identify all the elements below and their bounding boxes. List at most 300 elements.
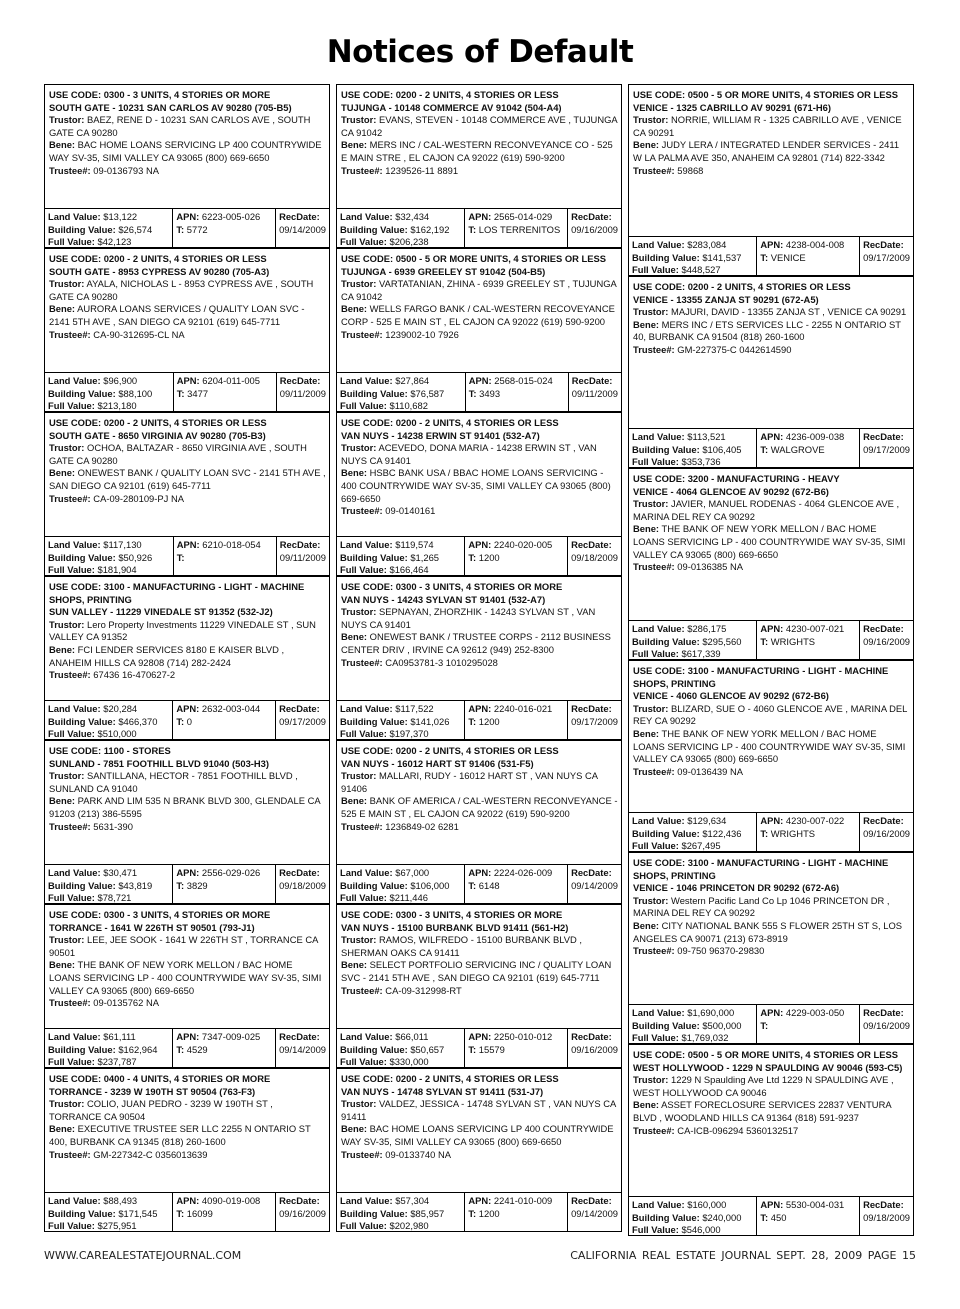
- tract-value: VENICE: [770, 251, 806, 263]
- use-code: [633, 473, 910, 486]
- tract-label: T:: [176, 879, 185, 891]
- full-value: [48, 892, 169, 905]
- land-value-label: Land Value:: [632, 239, 685, 250]
- use-code: [341, 581, 618, 594]
- tract-value: 450: [770, 1211, 787, 1223]
- notice-card: [336, 248, 622, 412]
- trustee-line-value: 09-0135762 NA: [93, 997, 159, 1009]
- building-value: [632, 1212, 753, 1225]
- tract: [760, 444, 856, 457]
- property-address-value: VENICE - 13355 ZANJA ST 90291 (672-A5): [633, 293, 819, 305]
- property-address: [49, 922, 326, 935]
- building-value-value: $43,819: [118, 879, 153, 891]
- building-value: [340, 388, 462, 401]
- property-address-value: TUJUNGA - 10148 COMMERCE AV 91042 (504-A4): [341, 101, 562, 113]
- bene-line-label: Bene:: [633, 1099, 660, 1111]
- notice-card: [336, 1068, 622, 1232]
- land-value-value: $30,471: [103, 867, 138, 878]
- use-code-value: USE CODE: 0200 - 2 UNITS, 4 STORIES OR LESS: [341, 745, 559, 756]
- apn-label: APN:: [760, 1199, 784, 1210]
- property-address: [341, 1086, 618, 1099]
- trustor-line-value: OCHOA, BALTAZAR - 8650 VIRGINIA AVE , SOUTH GATE CA 90280: [49, 442, 307, 466]
- use-code-value: USE CODE: 0500 - 5 OR MORE UNITS, 4 STORIES OR LESS: [341, 253, 606, 264]
- building-value: [48, 552, 170, 565]
- value-table: [337, 1192, 621, 1232]
- recdate-value: 09/16/2009: [571, 1043, 618, 1055]
- land-value-value: $32,434: [395, 211, 430, 222]
- property-address-value: TUJUNGA - 6939 GREELEY ST 91042 (504-B5): [341, 265, 546, 277]
- apn-value: 2224-026-009: [493, 867, 553, 878]
- recdate-value: 09/18/2009: [863, 1211, 910, 1223]
- use-code: [49, 417, 326, 430]
- apn: [760, 1007, 856, 1020]
- trustee-line-label: Trustee#:: [49, 820, 91, 832]
- recdate-cell: [277, 537, 329, 575]
- use-code-value: USE CODE: 0300 - 3 UNITS, 4 STORIES OR MORE: [49, 89, 271, 100]
- bene-line-label: Bene:: [49, 959, 76, 971]
- building-value: [48, 880, 169, 893]
- property-address-value: VENICE - 4064 GLENCOE AV 90292 (672-B6): [633, 485, 829, 497]
- apn-label: APN:: [176, 375, 200, 386]
- trustor-line: [49, 442, 326, 467]
- tract-value: 5772: [186, 223, 208, 235]
- apn-label: APN:: [176, 703, 200, 714]
- building-value-value: $141,537: [702, 251, 742, 263]
- trustor-line: [341, 934, 618, 959]
- full-value: [340, 236, 461, 249]
- building-value-value: $26,574: [118, 223, 153, 235]
- full-value: [340, 892, 461, 905]
- building-value-label: Building Value:: [632, 827, 700, 839]
- notice-card: [628, 84, 914, 276]
- property-address: [633, 690, 910, 703]
- bene-line: [341, 1123, 618, 1148]
- tract-value: WALGROVE: [770, 443, 825, 455]
- full-value-value: $237,787: [97, 1056, 137, 1068]
- full-value-label: Full Value:: [48, 236, 95, 248]
- tract-label: T:: [468, 223, 477, 235]
- land-value: [632, 431, 753, 444]
- trustor-line: [49, 770, 326, 795]
- notices-column-3: [628, 84, 914, 1236]
- values-cell: [337, 209, 465, 247]
- full-value-value: $546,000: [681, 1224, 721, 1236]
- apn-label: APN:: [760, 623, 784, 634]
- building-value-value: $76,587: [410, 387, 445, 399]
- full-value-label: Full Value:: [48, 400, 95, 412]
- bene-line-value: EXECUTIVE TRUSTEE SER LLC 2255 N ONTARIO ST 400, BURBANK CA 91345 (818) 260-1600: [49, 1123, 311, 1147]
- full-value: [48, 1220, 169, 1233]
- tract-value: 1200: [478, 1207, 500, 1219]
- bene-line-value: MERS INC / CAL-WESTERN RECONVEYANCE CO - 525 E MAIN STRE , EL CAJON CA 92022 (619) 590-9200: [341, 139, 613, 163]
- trustee-line-label: Trustee#:: [341, 328, 383, 340]
- recdate-cell: [568, 1029, 621, 1067]
- trustee-line-label: Trustee#:: [49, 492, 91, 504]
- full-value-label: Full Value:: [340, 564, 387, 576]
- use-code-value: USE CODE: 0300 - 3 UNITS, 4 STORIES OR MORE: [341, 909, 563, 920]
- tract-label: T:: [468, 1207, 477, 1219]
- land-value: [48, 1195, 169, 1208]
- notice-card: [44, 84, 330, 248]
- trustor-line-value: NORRIE, WILLIAM R - 1325 CABRILLO AVE , VENICE CA 90291: [633, 114, 902, 138]
- notice-card: [44, 412, 330, 576]
- trustor-line-value: COLIO, JUAN PEDRO - 3239 W 190TH ST , TORRANCE CA 90504: [49, 1098, 273, 1122]
- full-value-value: $353,736: [681, 456, 721, 468]
- trustee-line: [633, 1125, 910, 1138]
- full-value-value: $206,238: [389, 236, 429, 248]
- trustee-line-value: CA-09-312998-RT: [385, 984, 462, 996]
- building-value: [48, 716, 169, 729]
- recdate-value: 09/14/2009: [279, 1043, 326, 1055]
- use-code: [633, 1049, 910, 1062]
- apn-cell: [173, 701, 276, 739]
- trustor-line-label: Trustor:: [49, 618, 85, 630]
- land-value-label: Land Value:: [340, 1195, 393, 1206]
- land-value-value: $88,493: [103, 1195, 138, 1206]
- full-value-label: Full Value:: [48, 728, 95, 740]
- use-code-value: USE CODE: 3100 - MANUFACTURING - LIGHT - MACHINE SHOPS, PRINTING: [633, 857, 889, 881]
- recdate-cell: [568, 701, 621, 739]
- trustor-line: [633, 306, 910, 319]
- land-value-value: $13,122: [103, 211, 138, 222]
- trustee-line-label: Trustee#:: [341, 984, 383, 996]
- apn-cell: [465, 1193, 568, 1231]
- full-value: [48, 236, 169, 249]
- building-value: [340, 716, 461, 729]
- trustee-line-label: Trustee#:: [49, 997, 91, 1009]
- apn: [176, 867, 272, 880]
- full-value-value: $166,464: [389, 564, 429, 576]
- notice-body: [45, 249, 329, 372]
- trustee-line: [49, 997, 326, 1010]
- building-value-label: Building Value:: [340, 715, 408, 727]
- building-value-label: Building Value:: [340, 551, 408, 563]
- recdate-label: RecDate:: [571, 539, 612, 550]
- property-address: [633, 294, 910, 307]
- bene-line-value: BAC HOME LOANS SERVICING LP 400 COUNTRYWIDE WAY SV-35, SIMI VALLEY CA 93065 (800) 669-6650: [341, 1123, 614, 1147]
- trustor-line-value: EVANS, STEVEN - 10148 COMMERCE AVE , TUJUNGA CA 91042: [341, 114, 618, 138]
- building-value-value: $162,964: [118, 1043, 158, 1055]
- trustee-line-value: CA-09-280109-PJ NA: [93, 492, 184, 504]
- land-value: [340, 539, 461, 552]
- values-cell: [629, 813, 757, 851]
- notices-column-2: [336, 84, 622, 1232]
- tract-label: T:: [176, 1043, 185, 1055]
- bene-line-label: Bene:: [49, 1123, 76, 1135]
- land-value: [632, 623, 753, 636]
- trustor-line-label: Trustor:: [49, 442, 85, 454]
- bene-line: [49, 139, 326, 164]
- bene-line-label: Bene:: [49, 795, 76, 807]
- trustee-line-label: Trustee#:: [633, 164, 675, 176]
- recdate-value: 09/16/2009: [863, 827, 910, 839]
- apn-cell: [173, 1193, 276, 1231]
- notice-card: [44, 904, 330, 1068]
- tract: [176, 224, 272, 237]
- land-value: [632, 1199, 753, 1212]
- apn-label: APN:: [468, 211, 492, 222]
- bene-line-label: Bene:: [341, 795, 368, 807]
- trustee-line-label: Trustee#:: [49, 1148, 91, 1160]
- bene-line: [633, 523, 910, 561]
- land-value: [48, 375, 170, 388]
- property-address-value: VAN NUYS - 15100 BURBANK BLVD 91411 (561-H2): [341, 921, 569, 933]
- building-value-label: Building Value:: [632, 251, 700, 263]
- recdate-label: RecDate:: [863, 1007, 904, 1018]
- trustor-line: [49, 1098, 326, 1123]
- property-address: [341, 102, 618, 115]
- trustor-line: [49, 619, 326, 644]
- value-table: [45, 1192, 329, 1232]
- use-code: [633, 89, 910, 102]
- apn: [468, 1195, 564, 1208]
- full-value-label: Full Value:: [632, 648, 679, 660]
- land-value-label: Land Value:: [340, 703, 393, 714]
- full-value-label: Full Value:: [340, 1220, 387, 1232]
- building-value-label: Building Value:: [48, 1207, 116, 1219]
- apn-value: 6223-005-026: [201, 211, 261, 222]
- bene-line-value: BANK OF AMERICA / CAL-WESTERN RECONVEYANCE - 525 E MAIN ST , EL CAJON CA 92022 (619) 590-9200: [341, 795, 618, 819]
- apn: [760, 815, 856, 828]
- use-code: [341, 909, 618, 922]
- recdate-label: RecDate:: [279, 703, 320, 714]
- building-value: [340, 880, 461, 893]
- trustee-line: [633, 165, 910, 178]
- recdate-cell: [860, 429, 913, 467]
- trustee-line: [633, 561, 910, 574]
- recdate-cell: [860, 621, 913, 659]
- full-value: [340, 1056, 461, 1069]
- land-value: [48, 1031, 169, 1044]
- values-cell: [45, 537, 174, 575]
- land-value-value: $96,900: [103, 375, 138, 386]
- use-code: [49, 745, 326, 758]
- property-address: [633, 486, 910, 499]
- building-value: [632, 252, 753, 265]
- land-value-value: $117,130: [103, 539, 142, 550]
- apn-label: APN:: [176, 1031, 200, 1042]
- land-value-label: Land Value:: [632, 431, 685, 442]
- use-code-value: USE CODE: 0400 - 4 UNITS, 4 STORIES OR MORE: [49, 1073, 271, 1084]
- tract: [760, 252, 856, 265]
- tract-label: T:: [176, 223, 185, 235]
- land-value-label: Land Value:: [340, 867, 393, 878]
- values-cell: [337, 701, 465, 739]
- trustor-line: [341, 114, 618, 139]
- trustor-line-value: VARTATANIAN, ZHINA - 6939 GREELEY ST , TUJUNGA CA 91042: [341, 278, 617, 302]
- full-value-value: $211,446: [389, 892, 428, 904]
- full-value-value: $267,495: [681, 840, 721, 852]
- apn: [760, 431, 856, 444]
- trustee-line-value: 1239002-10 7926: [385, 328, 459, 340]
- property-address-value: VAN NUYS - 14748 SYLVAN ST 91411 (531-J7): [341, 1085, 544, 1097]
- bene-line-label: Bene:: [633, 919, 660, 931]
- trustor-line-label: Trustor:: [341, 114, 377, 126]
- building-value-label: Building Value:: [632, 443, 700, 455]
- full-value-value: $197,370: [389, 728, 429, 740]
- notice-card: [44, 248, 330, 412]
- recdate-label: RecDate:: [279, 867, 320, 878]
- trustor-line-label: Trustor:: [633, 114, 669, 126]
- bene-line-value: AURORA LOANS SERVICES / QUALITY LOAN SVC - 2141 5TH AVE , SAN DIEGO CA 92101 (619) 645-7711: [49, 303, 305, 327]
- notices-column-1: [44, 84, 330, 1232]
- bene-line: [633, 728, 910, 766]
- building-value-value: $171,545: [118, 1207, 158, 1219]
- recdate-cell: [860, 813, 913, 851]
- use-code-value: USE CODE: 1100 - STORES: [49, 745, 171, 756]
- apn-cell: [465, 537, 568, 575]
- apn-value: 2565-014-029: [493, 211, 553, 222]
- apn-value: 4230-007-021: [785, 623, 845, 634]
- property-address: [633, 1062, 910, 1075]
- apn-cell: [757, 1197, 860, 1235]
- trustee-line: [633, 344, 910, 357]
- apn-label: APN:: [760, 1007, 784, 1018]
- full-value-label: Full Value:: [632, 840, 679, 852]
- apn-cell: [173, 865, 276, 903]
- recdate-label: RecDate:: [863, 815, 904, 826]
- full-value-label: Full Value:: [632, 264, 679, 276]
- property-address-value: SUNLAND - 7851 FOOTHILL BLVD 91040 (503-H3): [49, 757, 270, 769]
- trustee-line: [341, 657, 618, 670]
- land-value-value: $27,864: [395, 375, 430, 386]
- apn-value: 6210-018-054: [202, 539, 261, 550]
- tract-value: 1200: [478, 551, 500, 563]
- values-cell: [629, 1197, 757, 1235]
- land-value-label: Land Value:: [340, 375, 393, 386]
- land-value: [340, 1031, 461, 1044]
- value-table: [45, 700, 329, 740]
- full-value: [632, 264, 753, 277]
- recdate-cell: [276, 209, 329, 247]
- value-table: [629, 236, 913, 276]
- apn-cell: [465, 701, 568, 739]
- apn-label: APN:: [468, 1031, 492, 1042]
- trustor-line-value: LEE, JEE SOOK - 1641 W 226TH ST , TORRANCE CA 90501: [49, 934, 318, 958]
- values-cell: [45, 209, 173, 247]
- building-value: [340, 224, 461, 237]
- notice-card: [44, 576, 330, 740]
- tract: [760, 636, 856, 649]
- building-value-value: $50,657: [410, 1043, 445, 1055]
- apn: [468, 867, 564, 880]
- tract-label: T:: [760, 251, 769, 263]
- building-value-label: Building Value:: [48, 879, 116, 891]
- trustor-line: [341, 1098, 618, 1123]
- full-value-label: Full Value:: [340, 728, 387, 740]
- value-table: [45, 1028, 329, 1068]
- bene-line-value: PARK AND LIM 535 N BRANK BLVD 300, GLENDALE CA 91203 (213) 386-5595: [49, 795, 321, 819]
- property-address-value: WEST HOLLYWOOD - 1229 N SPAULDING AV 90046 (593-C5): [633, 1061, 903, 1073]
- trustee-line-label: Trustee#:: [633, 1124, 675, 1136]
- land-value-label: Land Value:: [48, 211, 101, 222]
- trustee-line-value: CA-90-312695-CL NA: [93, 328, 185, 340]
- trustee-line: [341, 329, 618, 342]
- property-address: [49, 102, 326, 115]
- land-value-label: Land Value:: [48, 375, 101, 386]
- apn: [176, 1195, 272, 1208]
- recdate-value: 09/11/2009: [279, 387, 326, 399]
- trustee-line-label: Trustee#:: [49, 164, 91, 176]
- trustor-line-value: RAMOS, WILFREDO - 15100 BURBANK BLVD , SHERMAN OAKS CA 91411: [341, 934, 583, 958]
- apn-cell: [466, 373, 569, 411]
- property-address-value: VAN NUYS - 14238 ERWIN ST 91401 (532-A7): [341, 429, 540, 441]
- use-code-value: USE CODE: 3100 - MANUFACTURING - LIGHT - MACHINE SHOPS, PRINTING: [49, 581, 305, 605]
- trustor-line-label: Trustor:: [633, 894, 669, 906]
- recdate-cell: [568, 209, 621, 247]
- trustee-line: [49, 493, 326, 506]
- trustee-line: [633, 945, 910, 958]
- tract-value: 3493: [479, 387, 501, 399]
- recdate-cell: [568, 1193, 621, 1231]
- values-cell: [337, 1193, 465, 1231]
- trustee-line-value: 09-0140161: [385, 505, 436, 517]
- tract: [760, 1020, 856, 1033]
- notice-card: [628, 852, 914, 1044]
- tract-value: 3829: [186, 879, 208, 891]
- bene-line-label: Bene:: [633, 523, 660, 535]
- building-value-value: $106,000: [410, 879, 450, 891]
- property-address: [49, 266, 326, 279]
- notice-card: [628, 276, 914, 468]
- building-value-label: Building Value:: [48, 715, 116, 727]
- full-value-label: Full Value:: [48, 564, 95, 576]
- trustor-line-label: Trustor:: [49, 114, 85, 126]
- full-value-value: $213,180: [97, 400, 137, 412]
- recdate-label: RecDate:: [279, 375, 321, 386]
- trustee-line: [633, 766, 910, 779]
- notice-body: [45, 1069, 329, 1192]
- apn-label: APN:: [176, 867, 200, 878]
- apn-cell: [173, 209, 276, 247]
- land-value: [340, 1195, 461, 1208]
- tract-label: T:: [760, 1211, 769, 1223]
- use-code: [633, 665, 910, 690]
- land-value-label: Land Value:: [632, 623, 685, 634]
- use-code: [341, 417, 618, 430]
- full-value-value: $202,980: [389, 1220, 429, 1232]
- trustee-line-value: 09-0133740 NA: [385, 1148, 451, 1160]
- use-code-value: USE CODE: 3200 - MANUFACTURING - HEAVY: [633, 473, 840, 484]
- recdate-label: RecDate:: [863, 239, 904, 250]
- full-value: [632, 648, 753, 661]
- recdate-cell: [568, 865, 621, 903]
- values-cell: [45, 865, 173, 903]
- apn-cell: [465, 1029, 568, 1067]
- recdate-label: RecDate:: [279, 211, 320, 222]
- apn: [468, 539, 564, 552]
- full-value-value: $78,721: [97, 892, 132, 904]
- bene-line-label: Bene:: [49, 467, 76, 479]
- apn-label: APN:: [468, 375, 492, 386]
- bene-line-value: SELECT PORTFOLIO SERVICING INC / QUALITY LOAN SVC - 2141 5TH AVE , SAN DIEGO CA 92101 (619) 645-7711: [341, 959, 612, 983]
- apn: [760, 623, 856, 636]
- full-value-label: Full Value:: [48, 1056, 95, 1068]
- value-table: [629, 620, 913, 660]
- building-value: [340, 1044, 461, 1057]
- recdate-label: RecDate:: [863, 1199, 904, 1210]
- full-value: [48, 400, 170, 413]
- trustor-line-value: JAVIER, MANUEL RODENAS - 4064 GLENCOE AVE , MARINA DEL REY CA 90292: [633, 498, 900, 522]
- building-value: [632, 1020, 753, 1033]
- property-address-value: SOUTH GATE - 8953 CYPRESS AV 90280 (705-A3): [49, 265, 270, 277]
- trustee-line-label: Trustee#:: [341, 1148, 383, 1160]
- trustor-line-value: SEPNAYAN, ZHORZHIK - 14243 SYLVAN ST , VAN NUYS CA 91401: [341, 606, 596, 630]
- recdate-value: 09/18/2009: [279, 879, 326, 891]
- bene-line: [341, 959, 618, 984]
- building-value-label: Building Value:: [48, 223, 116, 235]
- tract-label: T:: [760, 1019, 769, 1031]
